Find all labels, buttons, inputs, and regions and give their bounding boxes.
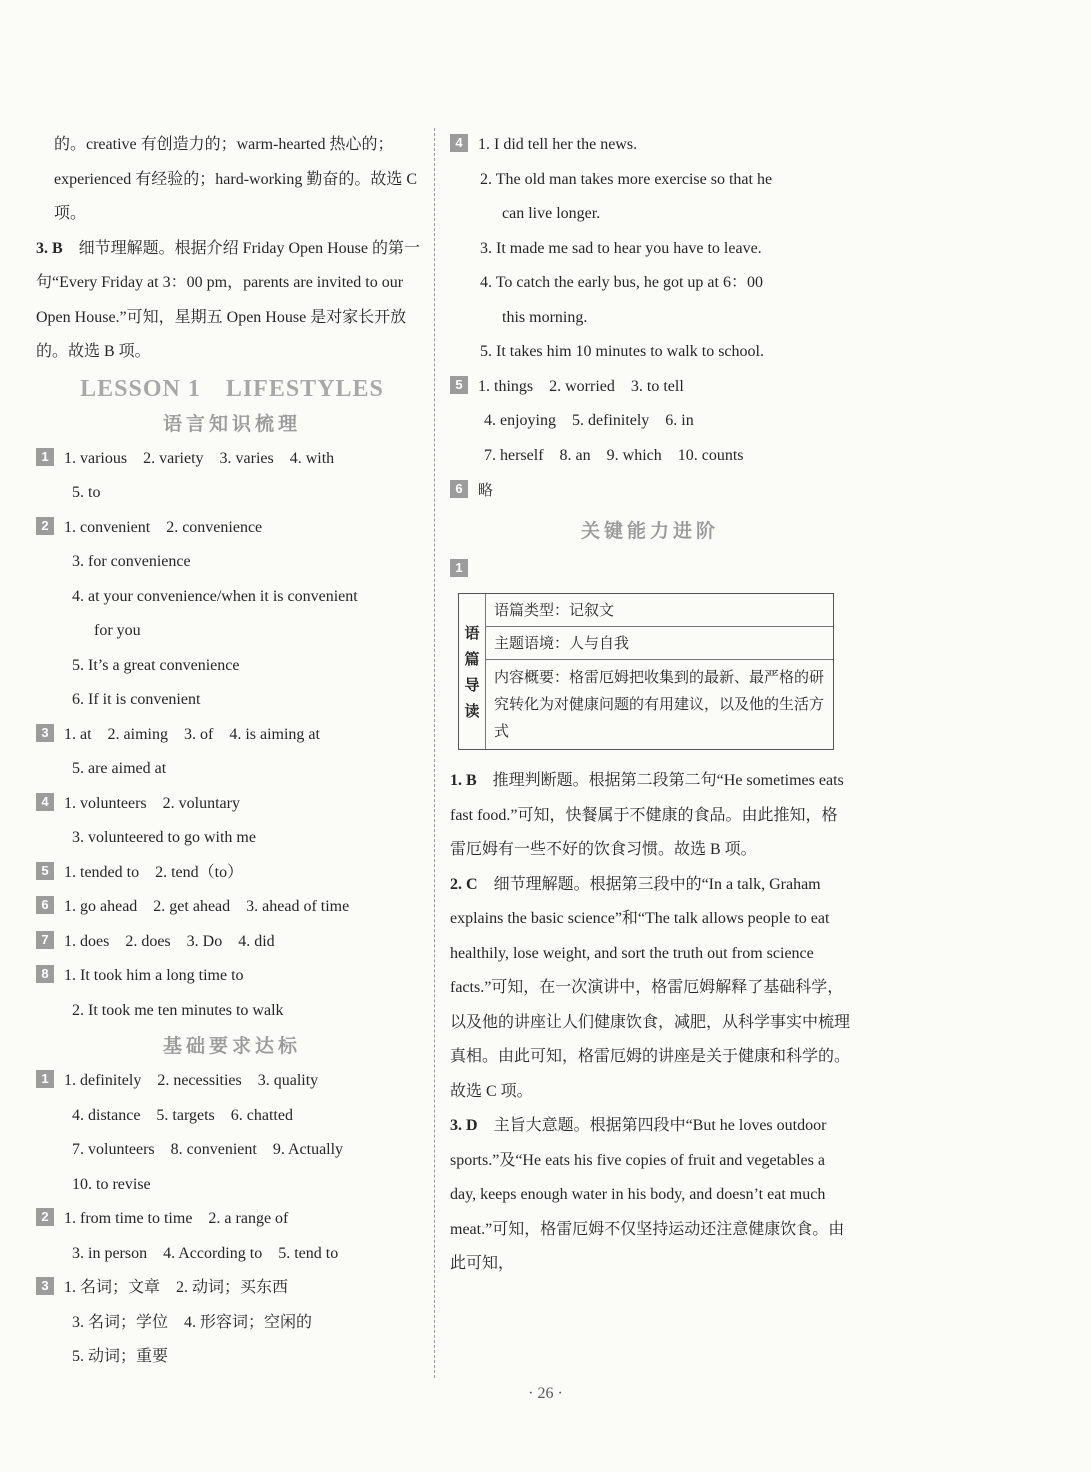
answer-line: 4. at your convenience/when it is convenient [72, 587, 358, 605]
answer-line: 1. 名词；文章 2. 动词；买东西 [64, 1279, 289, 1296]
answer-line: 1. things 2. worried 3. to tell [478, 377, 684, 395]
exercise-group-4 [36, 787, 428, 856]
answer-line: 5. to [72, 484, 101, 501]
exercise-badge: 3 [36, 724, 54, 742]
label-char: 读 [464, 701, 480, 720]
answer-number: 3. B [36, 239, 63, 257]
section-title-knowledge: 语言知识梳理 [162, 412, 301, 435]
answer-number: 3. D [450, 1117, 478, 1134]
exercise-group-r5 [450, 370, 850, 474]
answer-explanation: 细节理解题。根据第三段中的“In a talk, Graham explains the basic science”和“The talk allows people to eat healthily, lose weight, and sort the truth out from science facts.”可知，在一次演讲中，格雷厄姆解释了基础科学，以及他的讲座让人们健康饮食，减肥，从科学事实中梳理真相。由此可知，格雷厄姆的讲座是关于健康和科学的。故选 C 项。 [450, 875, 851, 1100]
exercise-badge: 1 [450, 559, 468, 577]
continued-explanation: 的。creative 有创造力的；warm-hearted 热心的；experienced 有经验的；hard-working 勤奋的。故选 C 项。 [54, 136, 418, 222]
answer-line: 1. It took him a long time to [64, 967, 244, 984]
reading-guide-table [458, 593, 834, 750]
answer-line: 3. in person 4. According to 5. tend to [72, 1244, 339, 1262]
exercise-group-3 [36, 718, 428, 787]
exercise-badge: 5 [36, 862, 54, 880]
label-char: 导 [464, 675, 480, 694]
answer-line: 5. It’s a great convenience [72, 656, 240, 674]
exercise-group-8 [36, 959, 428, 1028]
answer-line: 1. convenient 2. convenience [64, 518, 263, 536]
answer-line: 6. If it is convenient [72, 691, 201, 708]
answer-line: 1. at 2. aiming 3. of 4. is aiming at [64, 725, 320, 743]
answer-line: 1. I did tell her the news. [478, 136, 638, 153]
exercise-group-r4 [450, 128, 850, 370]
answer-line: 5. 动词；重要 [72, 1348, 169, 1365]
answer-line: 4. To catch the early bus, he got up at 6：00 [480, 274, 763, 291]
answer-3d [450, 1109, 850, 1282]
answer-line: 1. from time to time 2. a range of [64, 1210, 289, 1227]
answer-line: 7. volunteers 8. convenient 9. Actually [72, 1141, 344, 1158]
lesson-title: LESSON 1 LIFESTYLES [80, 375, 384, 402]
exercise-badge: 1 [36, 1070, 54, 1088]
answer-line: 1. does 2. does 3. Do 4. did [64, 932, 275, 950]
answer-line: 5. are aimed at [72, 760, 167, 777]
answer-explanation: 主旨大意题。根据第四段中“But he loves outdoor sports.”及“He eats his five copies of fruit and vegetables a day, keeps enough water in his body, and doesn’t eat much meat.”可知，格雷厄姆不仅坚持运动还注意健康饮食。由此可知， [450, 1117, 845, 1272]
section-title-advanced: 关键能力进阶 [580, 519, 719, 542]
answer-explanation: 细节理解题。根据介绍 Friday Open House 的第一句“Every Friday at 3：00 pm，parents are invited to our Open House.”可知，星期五 Open House 是对家长开放的。故选 B 项。 [36, 239, 420, 360]
basic-group-3 [36, 1271, 428, 1375]
answer-3b [36, 232, 428, 370]
basic-group-1 [36, 1064, 428, 1202]
right-column [450, 128, 850, 1282]
answer-2c [450, 868, 850, 1110]
answer-line: 10. to revise [72, 1175, 151, 1193]
table-row-summary: 内容概要：格雷厄姆把收集到的最新、最严格的研究转化为对健康问题的有用建议，以及他的生活方式 [494, 668, 825, 740]
page-number: · 26 · [528, 1385, 563, 1402]
table-row-type: 语篇类型：记叙文 [486, 594, 833, 627]
exercise-group-7 [36, 925, 428, 960]
answer-explanation: 推理判断题。根据第二段第二句“He sometimes eats fast food.”可知，快餐属于不健康的食品。由此推知，格雷厄姆有一些不好的饮食习惯。故选 B 项。 [450, 772, 844, 858]
exercise-badge: 2 [36, 1208, 54, 1226]
column-divider [434, 128, 435, 1378]
answer-line: 4. distance 5. targets 6. chatted [72, 1106, 293, 1124]
section-title-basic: 基础要求达标 [162, 1035, 301, 1057]
exercise-group-2 [36, 511, 428, 718]
answer-line: 1. various 2. variety 3. varies 4. with [64, 449, 335, 467]
answer-line: 1. tended to 2. tend（to） [64, 863, 244, 881]
answer-line: 略 [478, 481, 494, 499]
exercise-badge: 4 [450, 134, 468, 152]
exercise-group-5 [36, 856, 428, 891]
exercise-badge: 5 [450, 376, 468, 394]
answer-line: 1. definitely 2. necessities 3. quality [64, 1072, 319, 1089]
answer-line: 1. go ahead 2. get ahead 3. ahead of time [64, 898, 350, 915]
answer-line: can live longer. [502, 205, 601, 222]
exercise-group-1 [36, 442, 428, 511]
answer-line: 2. It took me ten minutes to walk [72, 1001, 284, 1019]
exercise-group-r6 [450, 473, 850, 509]
answer-number: 1. B [450, 772, 477, 789]
exercise-badge: 1 [36, 448, 54, 466]
exercise-badge: 8 [36, 965, 54, 983]
basic-group-2 [36, 1202, 428, 1271]
answer-number: 2. C [450, 875, 478, 893]
answer-line: this morning. [502, 308, 588, 326]
table-row-theme: 主题语境：人与自我 [486, 627, 833, 660]
answer-line: 3. for convenience [72, 553, 191, 570]
answer-line: 3. 名词；学位 4. 形容词；空闲的 [72, 1313, 313, 1331]
label-char: 语 [464, 623, 480, 642]
answer-line: 5. It takes him 10 minutes to walk to school. [480, 343, 764, 360]
label-char: 篇 [464, 649, 480, 668]
exercise-badge: 2 [36, 517, 54, 535]
exercise-badge: 4 [36, 793, 54, 811]
answer-line: 3. volunteered to go with me [72, 829, 256, 846]
answer-line: 1. volunteers 2. voluntary [64, 794, 240, 812]
answer-line: 2. The old man takes more exercise so that he [480, 170, 773, 188]
exercise-badge: 7 [36, 931, 54, 949]
left-column [36, 128, 428, 1375]
exercise-badge: 6 [36, 896, 54, 914]
answer-1b [450, 764, 850, 868]
answer-line: 4. enjoying 5. definitely 6. in [484, 412, 694, 429]
exercise-group-6 [36, 890, 428, 925]
answer-line: 3. It made me sad to hear you have to leave. [480, 239, 762, 257]
answer-line: 7. herself 8. an 9. which 10. counts [484, 446, 744, 464]
table-label [459, 594, 486, 749]
exercise-badge: 3 [36, 1277, 54, 1295]
answer-line: for you [94, 622, 141, 639]
exercise-badge: 6 [450, 480, 468, 498]
